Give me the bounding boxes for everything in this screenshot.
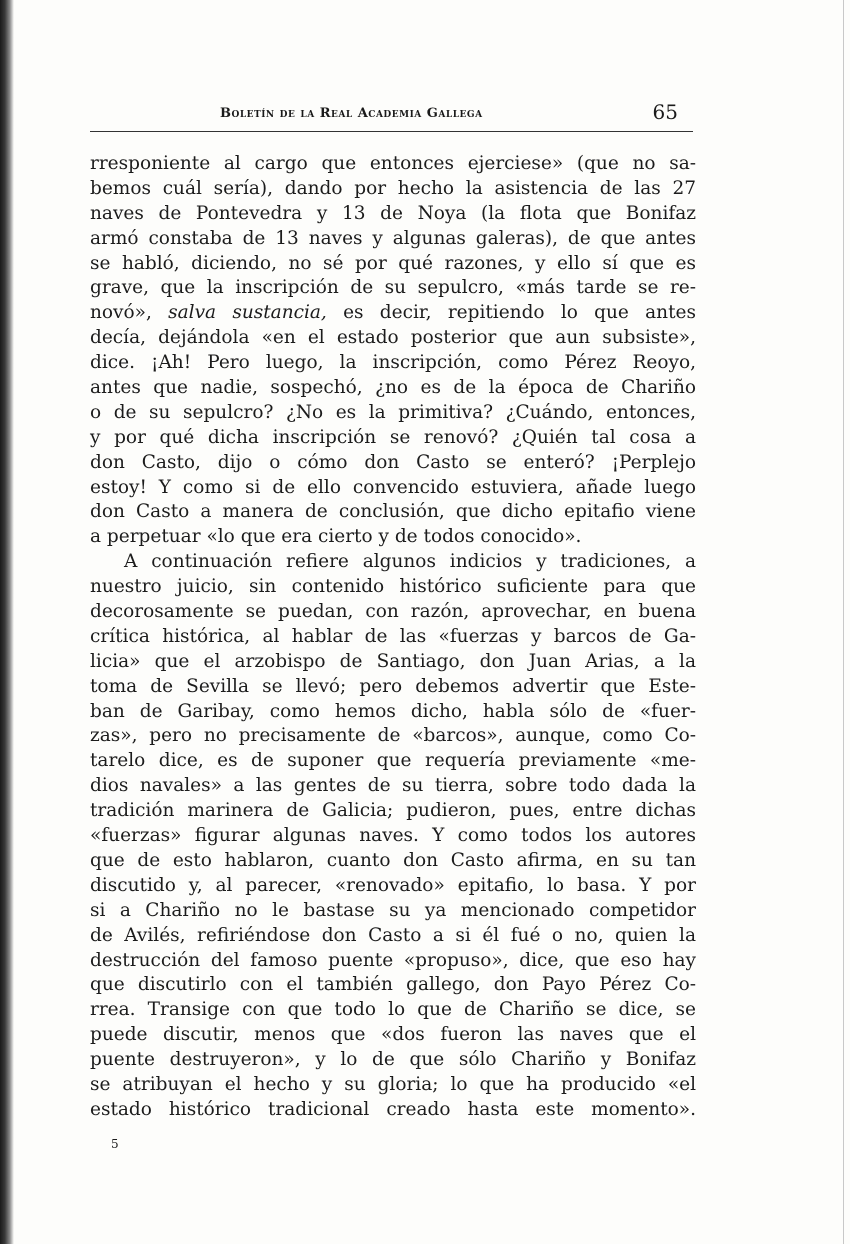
journal-title: Boletín de la Real Academia Gallega [220, 106, 483, 121]
running-head [90, 100, 700, 130]
page-number: 65 [652, 100, 678, 124]
body-text [90, 152, 696, 1123]
text-line: naves de Pontevedra y 13 de Noya (la flota que Bonifaz [90, 202, 696, 224]
text-line: tradición marinera de Galicia; pudieron, pues, entre dichas [90, 800, 696, 822]
text-line: zas», pero no precisamente de «barcos», aunque, como Co- [90, 725, 696, 747]
text-line: decía, dejándola «en el estado posterior que aun subsiste», [90, 327, 696, 349]
text-line: don Casto a manera de conclusión, que dicho epitafio viene [90, 501, 696, 523]
text-line: destrucción del famoso puente «propuso», dice, que eso hay [90, 949, 696, 971]
page-edge [843, 0, 844, 1244]
text-line: dios navales» a las gentes de su tierra, sobre todo dada la [90, 775, 696, 797]
text-line: o de su sepulcro? ¿No es la primitiva? ¿Cuándo, entonces, [90, 401, 696, 423]
text-line: rrea. Transige con que todo lo que de Chariño se dice, se [90, 999, 696, 1021]
text-line: se atribuyan el hecho y su gloria; lo que ha producido «el [90, 1073, 696, 1095]
text-line: A continuación refiere algunos indicios y tradiciones, a [124, 551, 696, 573]
text-run: novó», [90, 302, 169, 324]
text-line: estoy! Y como si de ello convencido estuviera, añade luego [90, 476, 696, 498]
text-line: que discutirlo con el también gallego, don Payo Pérez Co- [90, 974, 696, 996]
text-line: se habló, diciendo, no sé por qué razones, y ello sí que es [90, 252, 696, 274]
text-line: discutido y, al parecer, «renovado» epitafio, lo basa. Y por [90, 874, 696, 896]
text-line: decorosamente se puedan, con razón, aprovechar, en buena [90, 601, 696, 623]
text-line: tarelo dice, es de suponer que requería previamente «me- [90, 750, 696, 772]
text-line: ban de Garibay, como hemos dicho, habla sólo de «fuer- [90, 700, 696, 722]
text-line: si a Chariño no le bastase su ya mencionado competidor [90, 899, 696, 921]
text-line: crítica histórica, al hablar de las «fuerzas y barcos de Ga- [90, 625, 696, 647]
italic-phrase: salva sustancia, [168, 302, 327, 324]
text-line: puente destruyeron», y lo de que sólo Chariño y Bonifaz [90, 1049, 696, 1071]
text-line [90, 301, 696, 326]
text-line: armó constaba de 13 naves y algunas galeras), de que antes [90, 227, 696, 249]
text-line: bemos cuál sería), dando por hecho la asistencia de las 27 [90, 177, 696, 199]
text-line: nuestro juicio, sin contenido histórico suficiente para que [90, 576, 696, 598]
text-line: a perpetuar «lo que era cierto y de todos conocido». [90, 526, 582, 548]
text-line: rresponiente al cargo que entonces ejerciese» (que no sa- [90, 153, 696, 174]
text-line: grave, que la inscripción de su sepulcro, «más tarde se re- [90, 277, 696, 299]
text-line: estado histórico tradicional creado hasta este momento». [90, 1098, 696, 1120]
text-line: y por qué dicha inscripción se renovó? ¿Quién tal cosa a [90, 426, 696, 448]
text-line: que de esto hablaron, cuanto don Casto afirma, en su tan [90, 849, 696, 871]
text-line: don Casto, dijo o cómo don Casto se enteró? ¡Perplejo [90, 451, 696, 473]
text-line: de Avilés, refiriéndose don Casto a si él fué o no, quien la [90, 924, 696, 946]
text-line: dice. ¡Ah! Pero luego, la inscripción, como Pérez Reoyo, [90, 352, 696, 374]
text-line: puede discutir, menos que «dos fueron las naves que el [90, 1024, 696, 1046]
signature-mark: 5 [111, 1137, 119, 1151]
text-line: toma de Sevilla se llevó; pero debemos advertir que Este- [90, 675, 696, 697]
text-run: es decir, repitiendo lo que antes [326, 302, 696, 324]
text-line: «fuerzas» figurar algunas naves. Y como todos los autores [90, 825, 696, 847]
text-line: licia» que el arzobispo de Santiago, don Juan Arias, a la [90, 650, 696, 672]
binding-edge [0, 0, 14, 1244]
text-line: antes que nadie, sospechó, ¿no es de la época de Chariño [90, 377, 696, 399]
header-rule [90, 131, 693, 132]
